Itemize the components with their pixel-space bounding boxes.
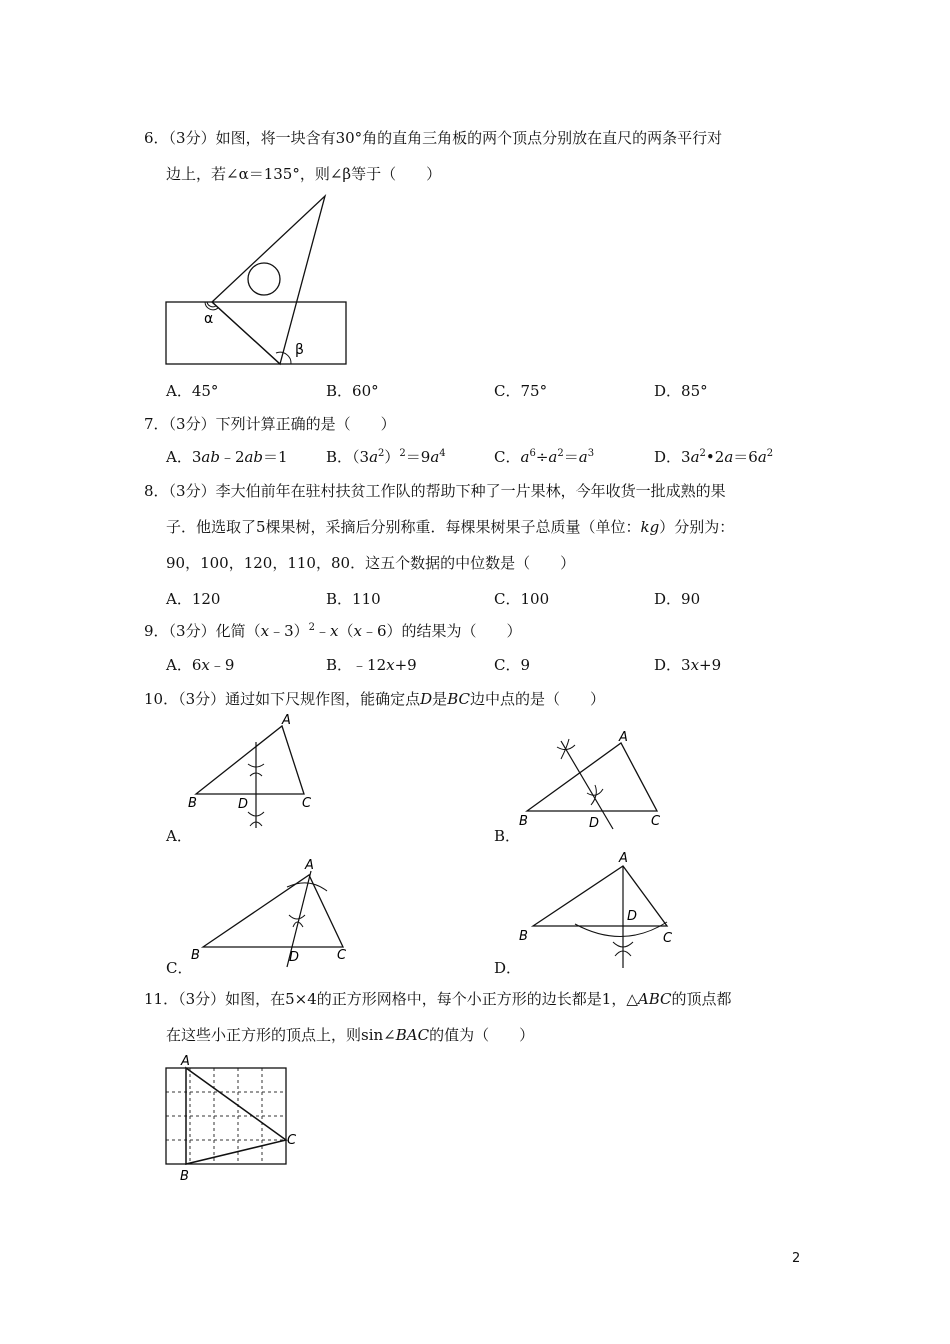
text: ab <box>244 448 264 466</box>
q8-stem-line1: 8．（3分）李大伯前年在驻村扶贫工作队的帮助下种了一片果林，今年收货一批成熟的果 <box>144 482 726 500</box>
text: a <box>757 448 767 466</box>
q6-option-c[interactable]: C．75° <box>494 382 548 400</box>
q10-figure-d <box>515 848 685 973</box>
text: 子．他选取了5棵果树，采摘后分别称重．每棵果树果子总质量（单位： <box>166 518 641 536</box>
text: ＝ <box>563 448 579 466</box>
text: 2 <box>766 448 774 459</box>
text: a <box>548 448 558 466</box>
q7-option-c[interactable] <box>494 447 594 467</box>
text: x <box>260 622 270 640</box>
text: a <box>690 448 700 466</box>
point-c-label: C <box>287 1133 297 1148</box>
text: D <box>420 690 433 708</box>
q8-stem-line3: 90，100，120，110，80．这五个数据的中位数是（ ） <box>166 554 576 572</box>
point-d-label: D <box>238 797 249 812</box>
text: a <box>369 448 379 466</box>
text: B．（3 <box>326 448 370 466</box>
text: 边中点的是（ ） <box>469 690 605 708</box>
text: a <box>578 448 588 466</box>
text: ＝6 <box>733 448 758 466</box>
beta-label: β <box>295 342 304 358</box>
q10-stem <box>144 689 605 709</box>
text: 9．（3分）化简（ <box>144 622 261 640</box>
point-a-label: A <box>181 1054 190 1069</box>
text: 3 <box>587 448 595 459</box>
text: ） <box>384 448 400 466</box>
point-b-label: B <box>191 948 200 963</box>
text: ）分别为： <box>659 518 735 536</box>
point-d-label: D <box>289 950 300 965</box>
alpha-label: α <box>204 311 214 327</box>
text: ÷ <box>535 448 549 466</box>
text: D．3 <box>654 448 691 466</box>
text: ﹣ <box>314 622 330 640</box>
text: 2 <box>699 448 706 459</box>
text: x <box>690 656 700 674</box>
q7-option-d[interactable] <box>654 447 773 467</box>
text: ﹣2 <box>219 448 245 466</box>
q11-grid-figure <box>160 1050 310 1190</box>
text: B．﹣12 <box>326 656 387 674</box>
q10-figure-c <box>185 853 355 968</box>
text: C． <box>494 448 521 466</box>
text: a <box>520 448 530 466</box>
text: ab <box>201 448 220 466</box>
q8-option-d[interactable]: D．90 <box>654 590 701 608</box>
text: x <box>353 622 362 640</box>
q8-option-c[interactable]: C．100 <box>494 590 550 608</box>
text: ﹣3） <box>269 622 309 640</box>
text: x <box>386 656 395 674</box>
text: kg <box>640 518 660 536</box>
text: 在这些小正方形的顶点上，则sin∠ <box>166 1026 396 1044</box>
q7-option-a[interactable] <box>166 447 288 467</box>
point-c-label: C <box>302 796 312 811</box>
text: +9 <box>699 656 722 674</box>
q8-option-b[interactable]: B．110 <box>326 590 381 608</box>
q9-option-d[interactable] <box>654 655 721 675</box>
q10-option-c[interactable]: C． <box>166 959 193 977</box>
point-a-label: A <box>305 858 314 873</box>
text: 11．（3分）如图，在5×4的正方形网格中，每个小正方形的边长都是1，△ <box>144 990 638 1008</box>
text: a <box>724 448 734 466</box>
q9-option-b[interactable] <box>326 655 417 675</box>
text: ABC <box>637 990 672 1008</box>
q10-option-b[interactable]: B． <box>494 827 521 845</box>
point-b-label: B <box>519 814 528 829</box>
text: a <box>430 448 440 466</box>
point-b-label: B <box>180 1169 189 1184</box>
point-c-label: C <box>337 948 347 963</box>
text: 10．（3分）通过如下尺规作图，能确定点 <box>144 690 421 708</box>
q10-option-d[interactable]: D． <box>494 959 522 977</box>
point-c-label: C <box>651 814 661 829</box>
q10-figure-b <box>515 725 675 835</box>
text: x <box>201 656 210 674</box>
text: •2 <box>705 448 725 466</box>
q11-stem-line1 <box>144 989 732 1009</box>
text: （ <box>338 622 354 640</box>
text: BAC <box>395 1026 430 1044</box>
q6-ruler-triangle-figure <box>160 188 360 370</box>
q10-figure-a <box>180 712 330 832</box>
point-a-label: A <box>282 713 291 728</box>
text: ＝9 <box>405 448 431 466</box>
point-a-label: A <box>619 730 628 745</box>
text: 4 <box>439 448 446 459</box>
text: A．6 <box>166 656 202 674</box>
text: 2 <box>308 622 315 633</box>
q10-option-a[interactable]: A． <box>166 827 192 845</box>
point-a-label: A <box>619 851 628 866</box>
text: 是 <box>432 690 448 708</box>
q9-option-a[interactable] <box>166 655 234 675</box>
point-c-label: C <box>663 931 673 946</box>
q8-option-a[interactable]: A．120 <box>166 590 221 608</box>
q11-stem-line2 <box>166 1025 534 1045</box>
q7-stem: 7．（3分）下列计算正确的是（ ） <box>144 415 396 433</box>
text: 2 <box>557 448 564 459</box>
q7-option-b[interactable] <box>326 447 446 467</box>
q9-stem <box>144 621 522 641</box>
point-b-label: B <box>188 796 197 811</box>
point-b-label: B <box>519 929 528 944</box>
text: 2 <box>378 448 385 459</box>
q6-option-a[interactable]: A．45° <box>166 382 219 400</box>
text: A．3 <box>166 448 202 466</box>
text: 6 <box>529 448 536 459</box>
q6-option-b[interactable]: B．60° <box>326 382 379 400</box>
text: ﹣6）的结果为（ ） <box>361 622 522 640</box>
q6-stem-line2: 边上，若∠α＝135°，则∠β等于（ ） <box>166 165 442 183</box>
q6-stem-line1: 6．（3分）如图，将一块含有30°角的直角三角板的两个顶点分别放在直尺的两条平行对 <box>144 129 723 147</box>
point-d-label: D <box>589 816 600 831</box>
text: 2 <box>399 448 406 459</box>
page-number: 2 <box>792 1251 801 1266</box>
text: ﹣9 <box>209 656 235 674</box>
text: BC <box>447 690 470 708</box>
text: 的值为（ ） <box>429 1026 535 1044</box>
text: 的顶点都 <box>671 990 732 1008</box>
point-d-label: D <box>627 909 638 924</box>
q8-stem-line2 <box>166 517 734 537</box>
q9-option-c[interactable]: C．9 <box>494 656 531 674</box>
text: ＝1 <box>263 448 288 466</box>
text: +9 <box>394 656 417 674</box>
text: x <box>330 622 339 640</box>
text: D．3 <box>654 656 691 674</box>
q6-option-d[interactable]: D．85° <box>654 382 708 400</box>
